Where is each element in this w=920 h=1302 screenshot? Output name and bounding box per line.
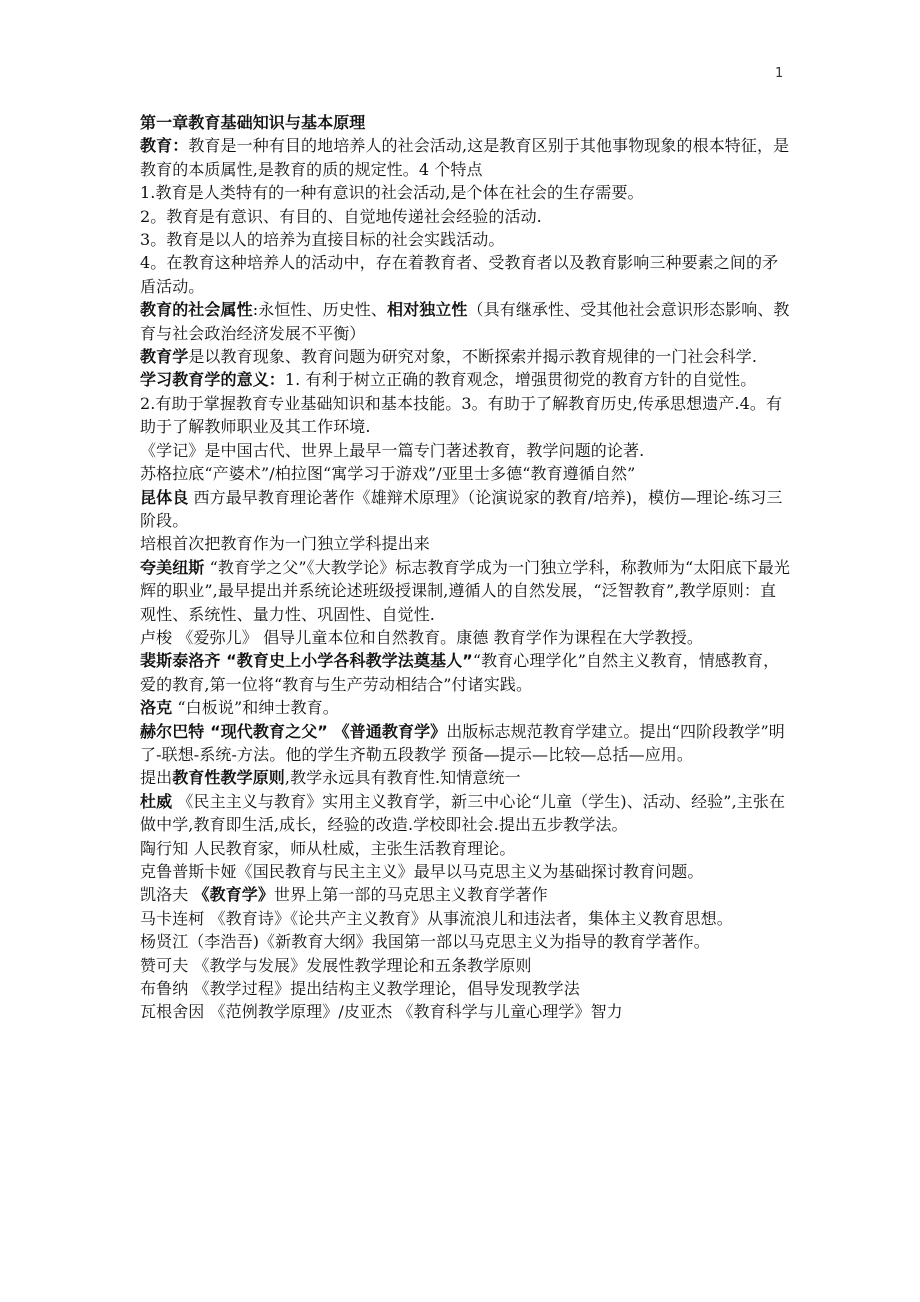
paragraph-makarenko: 马卡连柯 《教育诗》《论共产主义教育》从事流浪儿和违法者，集体主义教育思想。 <box>140 908 733 928</box>
term-pedagogy: 教育学 <box>140 347 189 367</box>
feature-1: 1.教育是人类特有的一种有意识的社会活动,是个体在社会的生存需要。 <box>140 183 644 203</box>
education-definition-text: 教育是一种有目的地培养人的社会活动,这是教育区别于其他事物现象的根本特征，是教育的本质属性,是教育的质的规定性。4 个特点 <box>140 136 790 179</box>
paragraph-quintilian: 昆体良 西方最早教育理论著作《雄辩术原理》（论演说家的教育/培养)，模仿—理论-练习三阶段。 <box>140 487 783 530</box>
paragraph-bruner: 布鲁纳 《教学过程》提出结构主义教学理论，倡导发现教学法 <box>140 979 580 999</box>
paragraph-locke: 洛克 “白板说”和绅士教育。 <box>140 698 339 718</box>
name-quintilian: 昆体良 <box>140 487 189 507</box>
paragraph-tao: 陶行知 人民教育家，师从杜威，主张生活教育理论。 <box>140 838 516 858</box>
feature-3: 3。教育是以人的培养为直接目标的社会实践活动。 <box>140 230 505 250</box>
feature-2: 2。教育是有意识、有目的、自觉地传递社会经验的活动. <box>140 206 542 226</box>
term-significance: 学习教育学的意义： <box>140 370 285 390</box>
paragraph-education-definition <box>140 134 790 181</box>
paragraph-significance-cont: 2.有助于掌握教育专业基础知识和基本技能。3。有助于了解教育历史,传承思想遗产.4。有助于了解教师职业及其工作环境. <box>140 393 783 437</box>
name-locke: 洛克 <box>140 698 173 718</box>
paragraph-wagenschein: 瓦根舍因 《范例教学原理》/皮亚杰 《教育科学与儿童心理学》智力 <box>140 1002 623 1022</box>
paragraph-krupskaya: 克鲁普斯卡娅《国民教育与民主主义》最早以马克思主义为基础探讨教育问题。 <box>140 862 704 881</box>
paragraph-zankov: 赞可夫 《教学与发展》发展性教学理论和五条教学原则 <box>140 955 532 975</box>
title-kairov-pedagogy: 《教育学》 <box>193 885 275 905</box>
paragraph-pestalozzi: 裴斯泰洛齐 “教育史上小学各科教学法奠基人”“教育心理学化”自然主义教育，情感教育，爱的教育,第一位将“教育与生产劳动相结合”付诸实践。 <box>140 651 780 694</box>
term-relative-independence: 相对独立性 <box>387 300 468 320</box>
paragraph-yang: 杨贤江（李浩吾)《新教育大纲》我国第一部以马克思主义为指导的教育学著作。 <box>140 932 710 952</box>
term-educative-teaching: 教育性教学原则 <box>172 768 285 788</box>
term-education: 教育： <box>140 136 189 156</box>
paragraph-xueji: 《学记》是中国古代、世界上最早一篇专门著述教育，教学问题的论著. <box>140 440 645 460</box>
name-herbart: 赫尔巴特 <box>140 721 205 741</box>
page-number: 1 <box>775 66 784 81</box>
paragraph-bacon: 培根首次把教育作为一门独立学科提出来 <box>140 534 430 554</box>
paragraph-herbart-principle: 提出教育性教学原则,教学永远具有教育性.知情意统一 <box>140 768 521 788</box>
name-comenius: 夸美纽斯 <box>140 557 205 577</box>
paragraph-social-attributes: 教育的社会属性:永恒性、历史性、相对独立性（具有继承性、受其他社会意识形态影响、教育与社会政治经济发展不平衡） <box>140 300 790 343</box>
paragraph-dewey: 杜威 《民主主义与教育》实用主义教育学，新三中心论“儿童（学生)、活动、经验”,主张在做中学,教育即生活,成长，经验的改造.学校即社会.提出五步教学法。 <box>140 791 786 835</box>
paragraph-kairov: 凯洛夫 《教育学》世界上第一部的马克思主义教育学著作 <box>140 885 548 905</box>
paragraph-pedagogy: 教育学是以教育现象、教育问题为研究对象，不断探索并揭示教育规律的一门社会科学. <box>140 347 757 367</box>
name-dewey: 杜威 <box>140 791 173 811</box>
paragraph-significance: 学习教育学的意义：1. 有利于树立正确的教育观念，增强贯彻党的教育方针的自觉性。 <box>140 370 757 390</box>
feature-4: 4。在教育这种培养人的活动中，存在着教育者、受教育者以及教育影响三种要素之间的矛盾活动。 <box>140 253 779 296</box>
paragraph-comenius: 夸美纽斯 “教育学之父”《大教学论》标志教育学成为一门独立学科，称教师为“太阳底下最光辉的职业”,最早提出并系统论述班级授课制,遵循人的自然发展，“泛智教育”,教学原则：直观性、系统性、量力性、巩固性、自觉性. <box>140 557 790 624</box>
name-pestalozzi: 裴斯泰洛齐 <box>140 651 221 671</box>
paragraph-rousseau: 卢梭 《爱弥儿》 倡导儿童本位和自然教育。康德 教育学作为课程在大学教授。 <box>140 627 703 647</box>
paragraph-socrates: 苏格拉底“产婆术”/柏拉图“寓学习于游戏”/亚里士多德“教育遵循自然” <box>140 464 636 484</box>
term-social-attributes: 教育的社会属性 <box>140 300 253 320</box>
paragraph-herbart: 赫尔巴特 “现代教育之父” 《普通教育学》出版标志规范教育学建立。提出“四阶段教学”明了-联想-系统-方法。他的学生齐勒五段教学 预备—提示—比较—总括—应用。 <box>140 721 785 764</box>
document-body <box>140 111 790 1024</box>
chapter-title: 第一章教育基础知识与基本原理 <box>140 113 366 132</box>
